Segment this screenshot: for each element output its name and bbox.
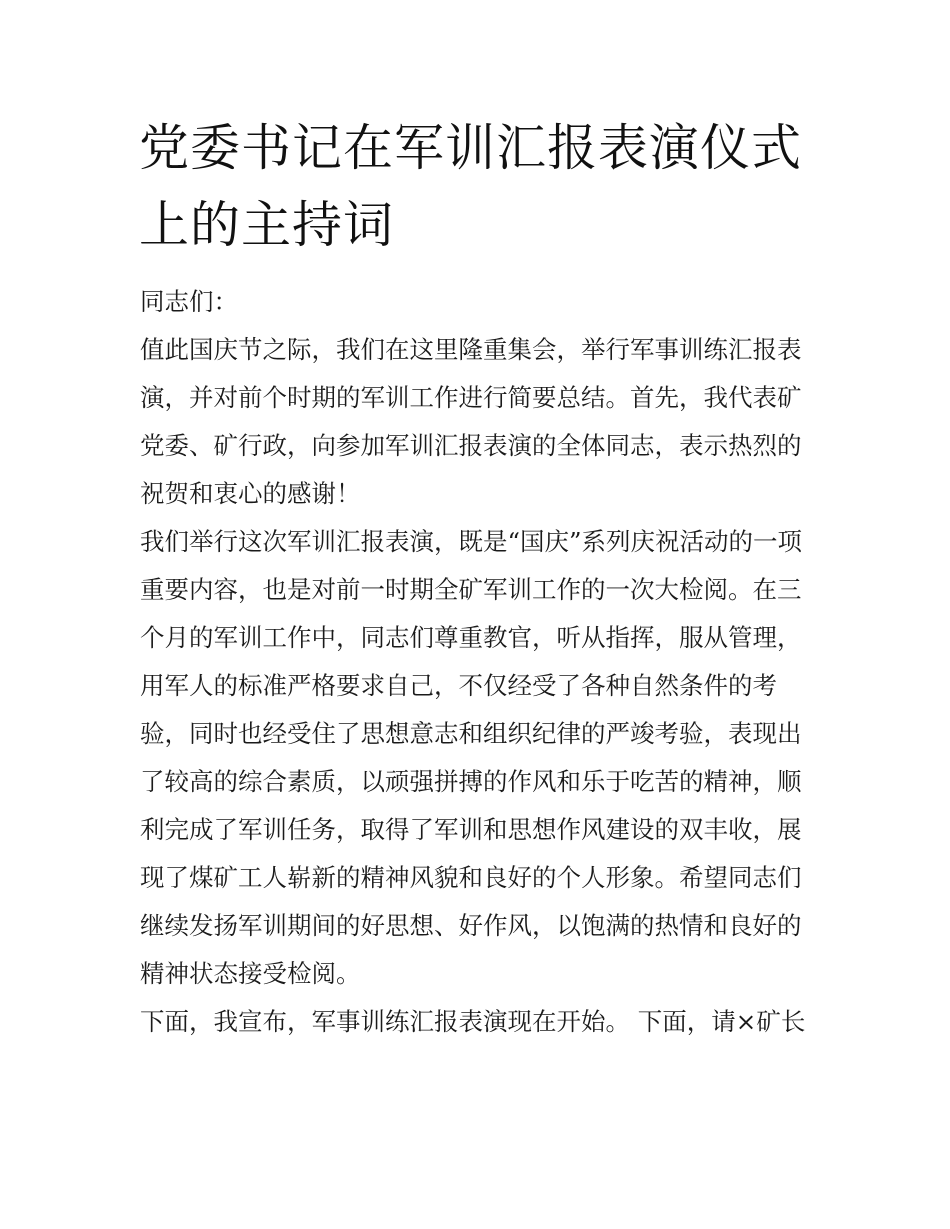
body-line: 个月的军训工作中，同志们尊重教官，听从指挥，服从管理， [140, 623, 802, 652]
body-line: 值此国庆节之际，我们在这里隆重集会，举行军事训练汇报表 [140, 335, 802, 364]
title-line-1: 党委书记在军训汇报表演仪式 [139, 119, 802, 177]
body-line: 验，同时也经受住了思想意志和组织纪律的严竣考验，表现出 [140, 719, 802, 748]
body-line: 我们举行这次军训汇报表演，既是“国庆”系列庆祝活动的一项 [140, 527, 803, 556]
body-line: 利完成了军训任务，取得了军训和思想作风建设的双丰收，展 [140, 815, 802, 844]
title-line-2: 上的主持词 [139, 196, 394, 254]
body-line: 下面，我宣布，军事训练汇报表演现在开始。 下面，请×矿长 [140, 1007, 806, 1036]
body-line: 演，并对前个时期的军训工作进行简要总结。首先，我代表矿 [140, 383, 802, 412]
body-line: 继续发扬军训期间的好思想、好作风，以饱满的热情和良好的 [140, 911, 802, 940]
salutation: 同志们： [140, 287, 238, 316]
body-line: 精神状态接受检阅。 [140, 959, 361, 988]
body-line: 用军人的标准严格要求自己，不仅经受了各种自然条件的考 [140, 671, 777, 700]
body-line: 重要内容，也是对前一时期全矿军训工作的一次大检阅。在三 [140, 575, 802, 604]
body-line: 党委、矿行政，向参加军训汇报表演的全体同志，表示热烈的 [140, 431, 802, 460]
document-title [139, 110, 819, 264]
body-line: 了较高的综合素质，以顽强拼搏的作风和乐于吃苦的精神，顺 [140, 767, 802, 796]
body-line: 祝贺和衷心的感谢！ [140, 479, 361, 508]
body-line: 现了煤矿工人崭新的精神风貌和良好的个人形象。希望同志们 [140, 863, 802, 892]
document-body [140, 283, 814, 1051]
